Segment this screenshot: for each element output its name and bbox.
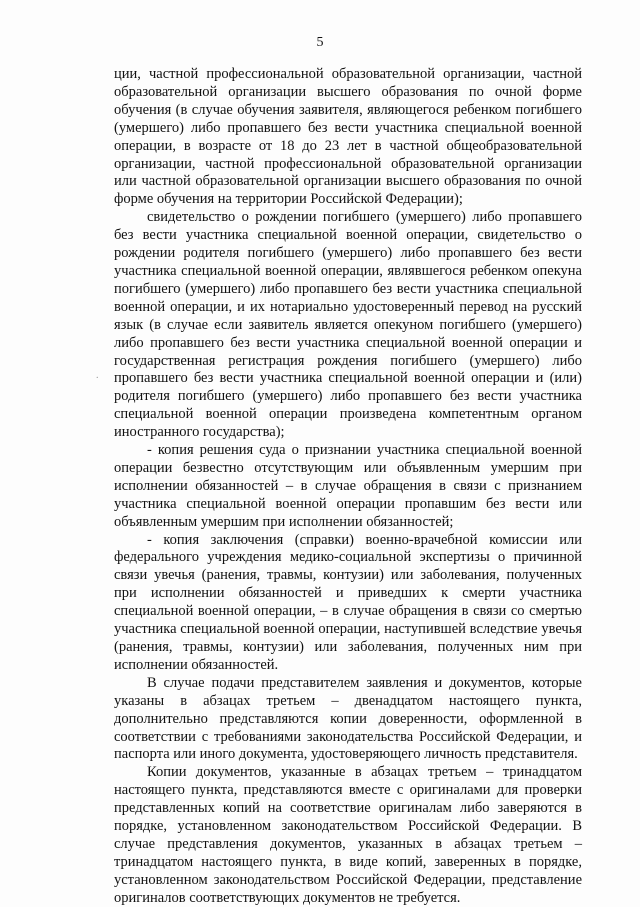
paragraph: Копии документов, указанные в абзацах третьем – тринадцатом настоящего пункта, представляются вместе с оригиналами для проверки представленных копий на соответствие оригиналам либо заверяются в порядке, установленном законодательством Российской Федерации. В случае представления документов, указанных в абзацах третьем – тринадцатом настоящего пункта, в виде копий, заверенных в порядке, установленном законодательством Российской Федерации, представление оригиналов соответствующих документов не требуется. (114, 764, 582, 906)
document-body (114, 66, 582, 908)
paragraph: свидетельство о рождении погибшего (умершего) либо пропавшего без вести участника специальной военной операции, свидетельство о рождении родителя погибшего (умершего) либо пропавшего без вести участника специальной военной операции, являвшегося ребенком опекуна погибшего (умершего) либо пропавшего без вести участника специальной военной операции, и их нотариально удостоверенный перевод на русский язык (в случае если заявитель является опекуном погибшего (умершего) либо пропавшего без вести участника специальной военной операции и государственная регистрация рождения погибшего (умершего) либо пропавшего без вести участника специальной военной операции и (или) родителя погибшего (умершего) либо пропавшего без вести участника специальной военной операции произведена компетентным органом иностранного государства); (114, 209, 582, 441)
paragraph: В случае подачи представителем заявления и документов, которые указаны в абзацах третьем – двенадцатом настоящего пункта, дополнительно представляются копии доверенности, оформленной в соответствии с требованиями законодательства Российской Федерации, и паспорта или иного документа, удостоверяющего личность представителя. (114, 674, 582, 763)
margin-mark: . (96, 370, 99, 381)
paragraph: ции, частной профессиональной образовательной организации, частной образовательной организации высшего образования по очной форме обучения (в случае обучения заявителя, являющегося ребенком погибшего (умершего) либо пропавшего без вести участника специальной военной операции, в возрасте от 18 до 23 лет в частной общеобразовательной организации, частной профессиональной образовательной организации или частной образовательной организации высшего образования по очной форме обучения на территории Российской Федерации); (114, 66, 582, 208)
paragraph: - копия решения суда о признании участника специальной военной операции безвестно отсутствующим или объявленным умершим при исполнении обязанностей – в случае обращения в связи с признанием участника специальной военной операции пропавшим без вести или объявленным умершим при исполнении обязанностей; (114, 442, 582, 530)
paragraph: - копия заключения (справки) военно-врачебной комиссии или федерального учреждения медико-социальной экспертизы о причинной связи увечья (ранения, травмы, контузии) или заболевания, полученных при исполнении обязанностей и приведших к смерти участника специальной военной операции, – в случае обращения в связи со смертью участника специальной военной операции, наступившей вследствие увечья (ранения, травмы, контузии) или заболевания, полученных ним при исполнении обязанностей. (114, 531, 582, 673)
page-number: 5 (316, 35, 324, 50)
